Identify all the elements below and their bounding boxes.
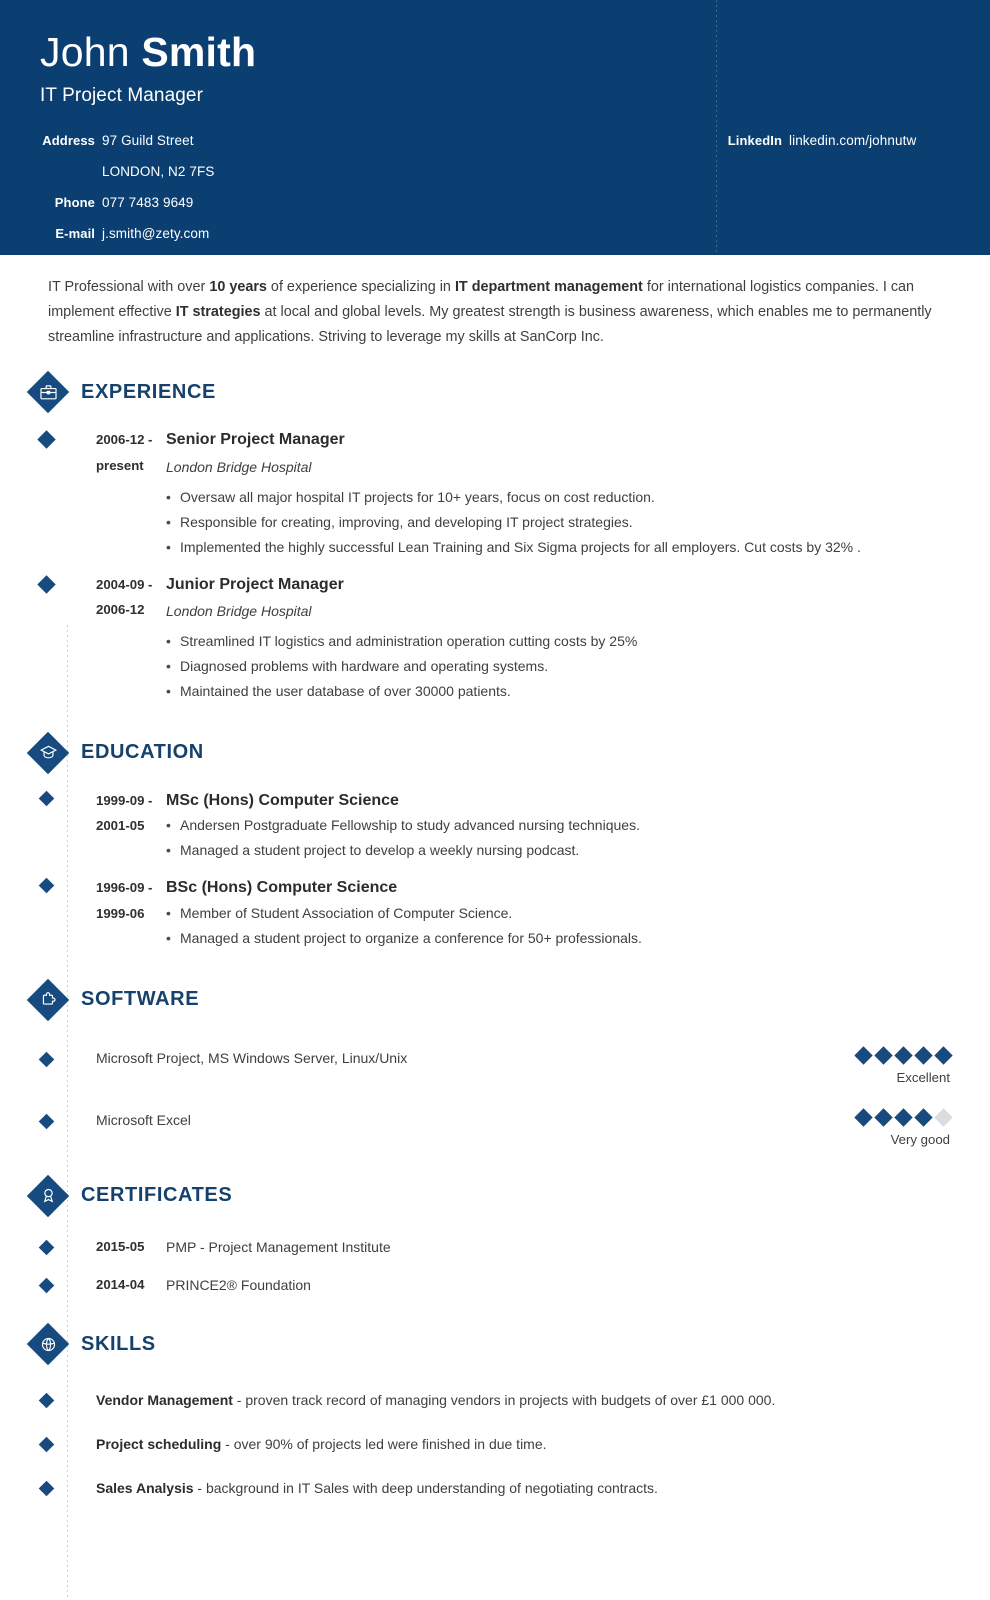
software-rating <box>770 1111 950 1147</box>
experience-detail <box>166 572 950 704</box>
experience-job-title: Senior Project Manager <box>166 431 345 449</box>
section-title-certificates: CERTIFICATES <box>81 1184 233 1207</box>
certificate-item <box>40 1237 950 1257</box>
timeline-marker <box>39 1051 55 1067</box>
skill-name: Sales Analysis <box>96 1480 194 1497</box>
list-item: • Streamlined IT logistics and administration operation cutting costs by 25% <box>166 629 950 654</box>
rating-dot-filled <box>874 1046 892 1064</box>
candidate-name <box>40 30 950 76</box>
contact-email[interactable] <box>40 226 720 241</box>
experience-date-line-1: 2004-09 - <box>96 576 153 592</box>
puzzle-piece-icon <box>27 979 69 1021</box>
contact-phone-label: Phone <box>54 194 95 210</box>
certificate-date: 2014-04 <box>96 1276 145 1292</box>
summary-bold-2: IT department management <box>454 279 643 295</box>
section-title-experience: EXPERIENCE <box>81 380 216 403</box>
contact-email-value: j.smith@zety.com <box>102 225 210 241</box>
certificate-item <box>40 1275 950 1295</box>
section-title-education: EDUCATION <box>81 741 204 764</box>
section-title-software: SOFTWARE <box>81 988 200 1011</box>
rating-label: Excellent <box>896 1069 950 1085</box>
software-item <box>40 1111 950 1147</box>
section-title-skills: SKILLS <box>81 1332 156 1355</box>
list-item: • Responsible for creating, improving, and developing IT project strategies. <box>166 510 950 535</box>
section-skills <box>40 1321 950 1499</box>
rating-dot-filled <box>914 1046 932 1064</box>
rating-dot-filled <box>874 1108 892 1126</box>
section-header-certificates <box>27 1173 950 1219</box>
summary-bold-3: IT strategies <box>175 303 261 320</box>
skill-description: - background in IT Sales with deep understanding of negotiating contracts. <box>193 1480 658 1497</box>
skill-text <box>68 1478 950 1499</box>
section-education <box>40 730 950 951</box>
section-header-software <box>27 977 950 1023</box>
rating-label: Very good <box>890 1131 950 1147</box>
experience-job-title: Junior Project Manager <box>166 575 344 593</box>
award-ribbon-icon <box>27 1175 69 1217</box>
graduation-cap-icon <box>27 732 69 774</box>
list-item: • Andersen Postgraduate Fellowship to study advanced nursing techniques. <box>166 813 950 838</box>
education-date-line-2: 2001-05 <box>96 818 145 834</box>
summary-part-4: at local and global levels. My greatest strength is business awareness, which enables me to permanently streamline infrastructure and applications. Striving to leverage my skills at SanCorp Inc. <box>48 303 932 345</box>
section-software <box>40 977 950 1147</box>
timeline-marker <box>39 1437 55 1453</box>
rating-dot-filled <box>894 1046 912 1064</box>
rating-dot-filled <box>894 1108 912 1126</box>
education-detail <box>166 788 950 863</box>
education-detail <box>166 875 950 950</box>
rating-dot-filled <box>854 1108 872 1126</box>
experience-detail <box>166 427 950 559</box>
software-item <box>40 1049 950 1085</box>
education-date-line-2: 1999-06 <box>96 905 145 921</box>
contact-phone-value: 077 7483 9649 <box>102 194 194 210</box>
resume-body <box>0 255 990 1499</box>
section-header-experience <box>27 369 950 415</box>
experience-employer: London Bridge Hospital <box>166 603 312 620</box>
list-item: • Member of Student Association of Computer Science. <box>166 901 950 926</box>
education-entry <box>40 875 950 950</box>
timeline-marker <box>39 1239 55 1255</box>
education-bullet-list <box>166 813 950 863</box>
experience-date <box>68 427 166 559</box>
skill-text <box>68 1434 950 1455</box>
education-degree: BSc (Hons) Computer Science <box>166 879 398 897</box>
contact-column-left <box>40 133 720 241</box>
education-entry <box>40 788 950 863</box>
certificate-name: PMP - Project Management Institute <box>166 1238 391 1255</box>
contact-phone[interactable] <box>40 195 720 210</box>
contact-column-right <box>720 133 950 241</box>
briefcase-icon <box>27 371 69 413</box>
rating-dot-empty <box>934 1108 952 1126</box>
list-item: • Managed a student project to organize a conference for 50+ professionals. <box>166 926 950 951</box>
education-date <box>68 788 166 863</box>
rating-dots <box>770 1049 950 1062</box>
experience-date-line-2: present <box>96 458 144 474</box>
contact-email-label: E-mail <box>55 225 95 241</box>
timeline-marker <box>37 431 55 449</box>
skill-description: - over 90% of projects led were finished in due time. <box>221 1436 547 1453</box>
contact-address-value-2: LONDON, N2 7FS <box>102 163 215 179</box>
experience-entry <box>40 427 950 559</box>
section-header-skills <box>27 1321 950 1367</box>
summary-bold-1: 10 years <box>209 279 267 295</box>
experience-date <box>68 572 166 704</box>
last-name: Smith <box>141 29 257 75</box>
software-name: Microsoft Project, MS Windows Server, Linux/Unix <box>96 1049 408 1066</box>
skill-item <box>40 1478 950 1499</box>
skill-item <box>40 1390 950 1411</box>
contact-address-value: 97 Guild Street <box>102 132 194 148</box>
experience-date-line-1: 2006-12 - <box>96 432 153 448</box>
rating-dot-filled <box>854 1046 872 1064</box>
ball-icon <box>27 1323 69 1365</box>
rating-dots <box>770 1111 950 1124</box>
timeline-marker <box>39 1481 55 1497</box>
list-item: • Managed a student project to develop a weekly nursing podcast. <box>166 838 950 863</box>
experience-bullet-list <box>166 629 950 704</box>
header-vertical-divider <box>716 0 717 255</box>
contact-linkedin-label: LinkedIn <box>727 132 782 148</box>
list-item: • Oversaw all major hospital IT projects for 10+ years, focus on cost reduction. <box>166 485 950 510</box>
education-degree: MSc (Hons) Computer Science <box>166 791 399 809</box>
job-title: IT Project Manager <box>40 84 204 106</box>
list-item: • Maintained the user database of over 30000 patients. <box>166 679 950 704</box>
skill-description: - proven track record of managing vendors in projects with budgets of over £1 000 000. <box>232 1392 776 1409</box>
section-certificates <box>40 1173 950 1296</box>
certificate-name: PRINCE2® Foundation <box>166 1276 311 1293</box>
skill-name: Project scheduling <box>96 1436 222 1453</box>
list-item: • Diagnosed problems with hardware and operating systems. <box>166 654 950 679</box>
first-name: John <box>40 29 130 75</box>
timeline-marker <box>39 1393 55 1409</box>
timeline-marker <box>39 1278 55 1294</box>
skill-item <box>40 1434 950 1455</box>
software-name: Microsoft Excel <box>96 1111 191 1128</box>
certificate-date: 2015-05 <box>96 1238 145 1254</box>
summary-part-1: IT Professional with over <box>48 279 210 295</box>
contact-address-line2-row <box>40 164 720 179</box>
rating-dot-filled <box>934 1046 952 1064</box>
contact-linkedin[interactable] <box>720 133 950 148</box>
timeline-marker <box>39 790 55 806</box>
skill-text <box>68 1390 950 1411</box>
education-date-line-1: 1999-09 - <box>96 792 153 808</box>
experience-date-line-2: 2006-12 <box>96 602 145 618</box>
rating-dot-filled <box>914 1108 932 1126</box>
skill-name: Vendor Management <box>96 1392 233 1409</box>
timeline-marker <box>39 878 55 894</box>
education-bullet-list <box>166 901 950 951</box>
section-header-education <box>27 730 950 776</box>
summary-part-3: for international logistics companies. I can implement effective <box>48 279 915 320</box>
experience-bullet-list <box>166 485 950 560</box>
contact-address <box>40 133 720 148</box>
professional-summary <box>40 255 950 355</box>
list-item: • Implemented the highly successful Lean Training and Six Sigma projects for all employers. Cut costs by 32% . <box>166 535 950 560</box>
experience-employer: London Bridge Hospital <box>166 458 312 475</box>
summary-part-2: of experience specializing in <box>266 279 455 295</box>
education-date-line-1: 1996-09 - <box>96 880 153 896</box>
contact-address-label: Address <box>42 132 95 148</box>
timeline-marker <box>39 1113 55 1129</box>
experience-entry <box>40 572 950 704</box>
contact-details <box>40 133 950 241</box>
section-experience <box>40 369 950 703</box>
contact-linkedin-value: linkedin.com/johnutw <box>789 132 917 148</box>
resume-header <box>0 0 990 255</box>
timeline-marker <box>37 575 55 593</box>
software-rating <box>770 1049 950 1085</box>
education-date <box>68 875 166 950</box>
